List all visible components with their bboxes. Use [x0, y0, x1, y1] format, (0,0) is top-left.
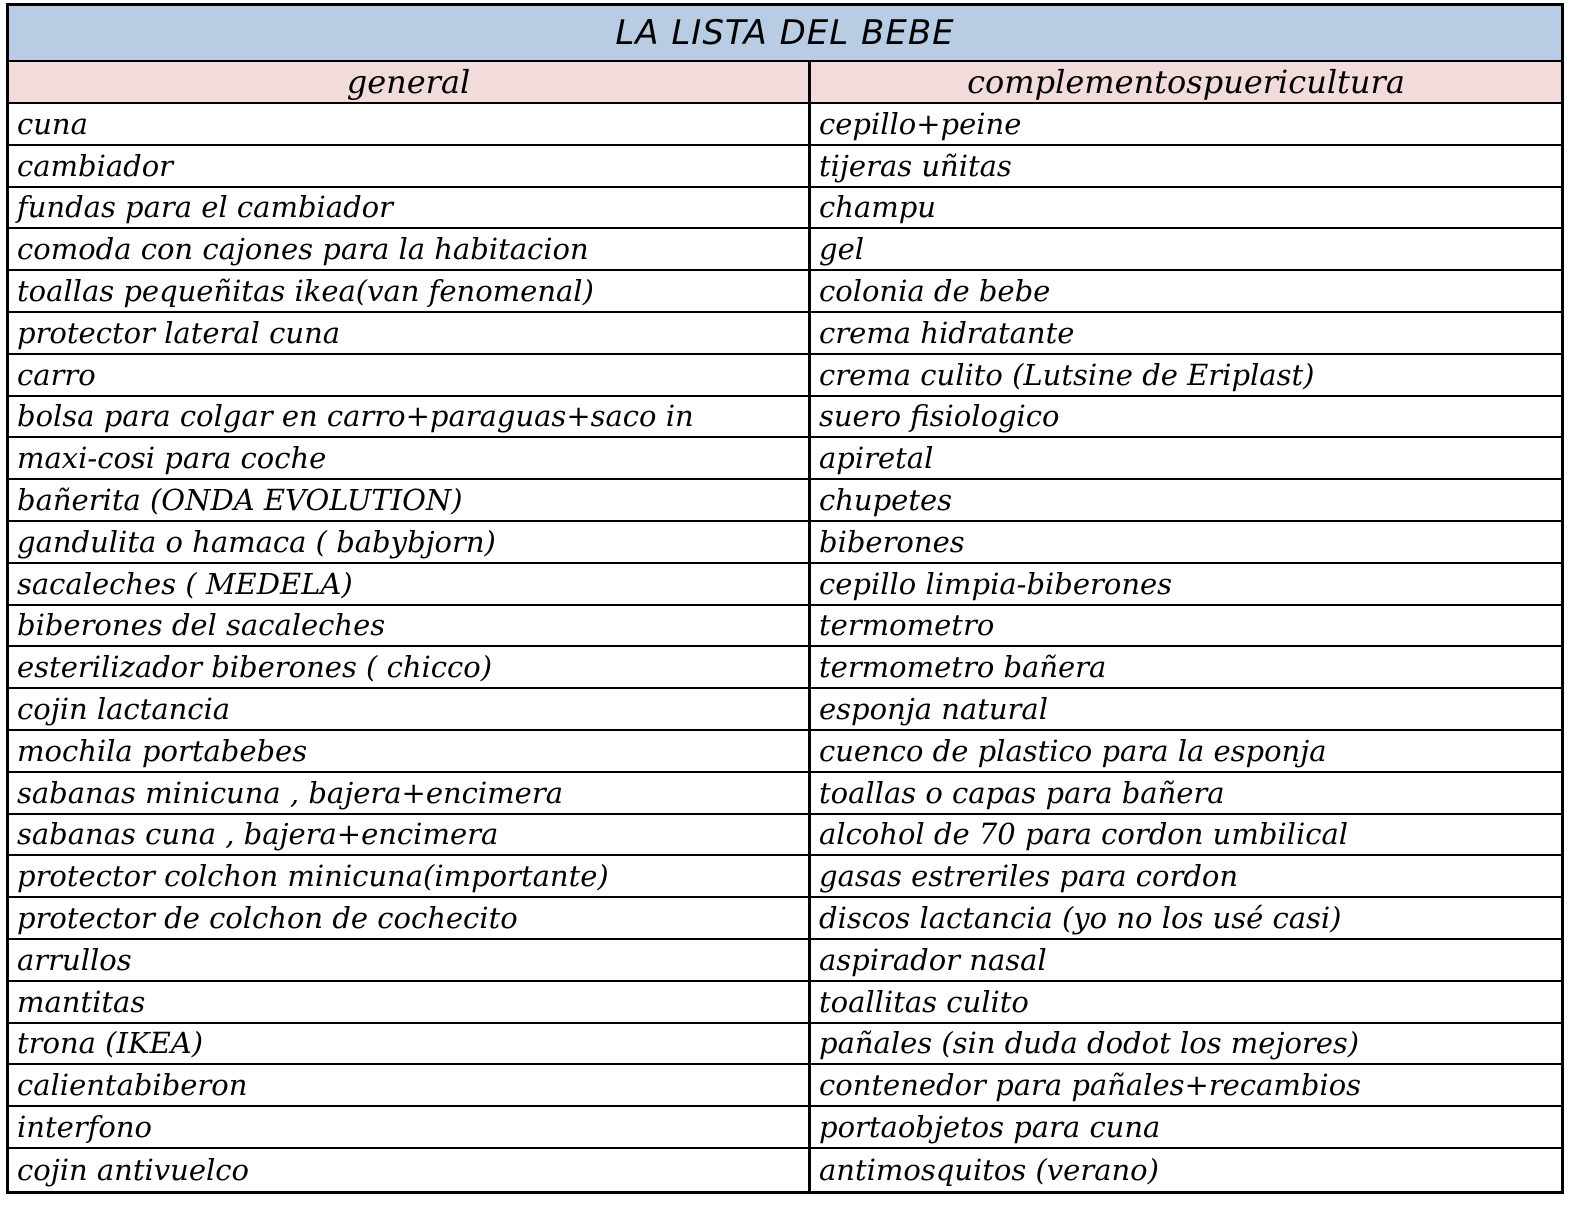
table-row — [9, 1107, 1561, 1149]
cell-complementos-item: gel — [819, 232, 865, 267]
cell-complementos-item: gasas estreriles para cordon — [819, 859, 1239, 894]
baby-list-table — [6, 3, 1564, 1194]
cell-complementos-item: termometro bañera — [819, 650, 1107, 685]
table-row — [9, 731, 1561, 773]
cell-general-item: sabanas cuna , bajera+encimera — [9, 815, 811, 855]
cell-complementos-item: crema hidratante — [819, 315, 1075, 350]
table-row — [9, 689, 1561, 731]
table-row — [9, 271, 1561, 313]
cell-general-item: arrullos — [9, 940, 811, 980]
cell-complementos-item: apiretal — [819, 441, 934, 476]
table-row — [9, 647, 1561, 689]
table-row — [9, 815, 1561, 857]
cell-complementos-item: pañales (sin duda dodot los mejores) — [819, 1026, 1360, 1061]
cell-complementos-item: crema culito (Lutsine de Eriplast) — [819, 357, 1315, 392]
cell-complementos-item: chupetes — [819, 483, 953, 518]
table-row — [9, 1024, 1561, 1066]
cell-complementos-item: contenedor para pañales+recambios — [819, 1068, 1362, 1103]
cell-general-item: calientabiberon — [9, 1065, 811, 1105]
cell-complementos-item: cepillo+peine — [819, 106, 1022, 141]
table-row — [9, 1065, 1561, 1107]
table-row — [9, 564, 1561, 606]
table-row — [9, 522, 1561, 564]
cell-complementos-item: portaobjetos para cuna — [819, 1110, 1161, 1145]
table-row — [9, 1149, 1561, 1191]
table-row — [9, 856, 1561, 898]
cell-general-item: cuna — [9, 104, 811, 144]
cell-general-item: sacaleches ( MEDELA) — [9, 564, 811, 604]
cell-general-item: bañerita (ONDA EVOLUTION) — [9, 480, 811, 520]
table-row — [9, 313, 1561, 355]
cell-complementos-item: esponja natural — [819, 692, 1048, 727]
cell-general-item: toallas pequeñitas ikea(van fenomenal) — [9, 271, 811, 311]
cell-general-item: cambiador — [9, 146, 811, 186]
table-row — [9, 480, 1561, 522]
cell-general-item: esterilizador biberones ( chicco) — [9, 647, 811, 687]
table-row — [9, 229, 1561, 271]
table-row — [9, 355, 1561, 397]
table-row — [9, 146, 1561, 188]
cell-complementos-item: colonia de bebe — [819, 274, 1051, 309]
cell-complementos-item: champu — [819, 190, 936, 225]
cell-general-item: mochila portabebes — [9, 731, 811, 771]
cell-complementos-item: cuenco de plastico para la esponja — [819, 733, 1327, 768]
table-body — [9, 104, 1561, 1191]
cell-complementos-item: tijeras uñitas — [819, 148, 1012, 183]
cell-general-item: cojin antivuelco — [9, 1149, 811, 1191]
cell-general-item: protector colchon minicuna(importante) — [9, 856, 811, 896]
cell-complementos-item: biberones — [819, 524, 965, 559]
cell-general-item: sabanas minicuna , bajera+encimera — [9, 773, 811, 813]
cell-complementos-item: cepillo limpia-biberones — [819, 566, 1173, 601]
cell-general-item: interfono — [9, 1107, 811, 1147]
table-row — [9, 898, 1561, 940]
cell-complementos-item: aspirador nasal — [819, 942, 1047, 977]
cell-general-item: bolsa para colgar en carro+paraguas+saco in — [9, 397, 811, 437]
cell-complementos-item: alcohol de 70 para cordon umbilical — [819, 817, 1349, 852]
table-row — [9, 397, 1561, 439]
cell-general-item: protector de colchon de cochecito — [9, 898, 811, 938]
cell-general-item: fundas para el cambiador — [9, 188, 811, 228]
cell-complementos-item: antimosquitos (verano) — [819, 1152, 1159, 1187]
table-row — [9, 188, 1561, 230]
cell-general-item: protector lateral cuna — [9, 313, 811, 353]
cell-general-item: trona (IKEA) — [9, 1024, 811, 1064]
table-row — [9, 940, 1561, 982]
table-row — [9, 982, 1561, 1024]
table-row — [9, 773, 1561, 815]
table-row — [9, 104, 1561, 146]
cell-general-item: comoda con cajones para la habitacion — [9, 229, 811, 269]
cell-general-item: cojin lactancia — [9, 689, 811, 729]
cell-general-item: biberones del sacaleches — [9, 606, 811, 646]
cell-complementos-item: discos lactancia (yo no los usé casi) — [819, 901, 1342, 936]
cell-complementos-item: toallitas culito — [819, 984, 1029, 1019]
cell-complementos-item: suero fisiologico — [819, 399, 1060, 434]
cell-general-item: maxi-cosi para coche — [9, 438, 811, 478]
table-title: LA LISTA DEL BEBE — [9, 6, 1561, 62]
cell-general-item: gandulita o hamaca ( babybjorn) — [9, 522, 811, 562]
cell-complementos-item: termometro — [819, 608, 995, 643]
cell-general-item: mantitas — [9, 982, 811, 1022]
column-header-general: general — [9, 62, 811, 102]
column-header-complementos: complementospuericultura — [967, 63, 1405, 101]
cell-complementos-item: toallas o capas para bañera — [819, 775, 1225, 810]
column-header-row — [9, 62, 1561, 104]
table-row — [9, 438, 1561, 480]
cell-general-item: carro — [9, 355, 811, 395]
table-row — [9, 606, 1561, 648]
